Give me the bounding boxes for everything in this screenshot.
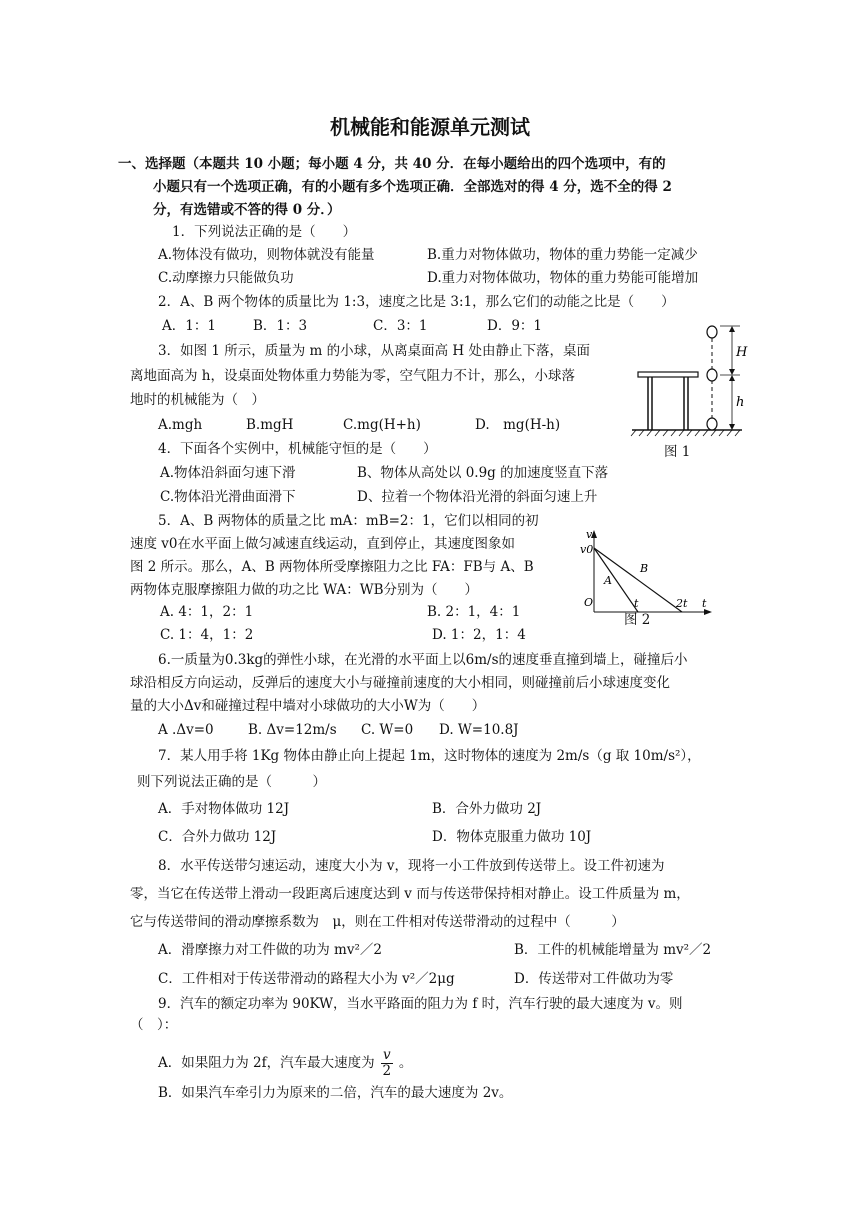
q5-option-b: B. 2：1，4：1 [427,604,521,620]
fig2-t: t [702,597,707,610]
ball-bottom [707,418,717,430]
q6-line2: 球沿相反方向运动，反弹后的速度大小与碰撞前速度的大小相同，则碰撞前后小球速度变化 [130,675,670,691]
q1-option-d: D.重力对物体做功，物体的重力势能可能增加 [427,270,699,286]
ball-middle [707,369,717,381]
fraction [381,1048,393,1079]
q2-option-d: D．9：1 [487,318,543,334]
q1-option-c: C.动摩擦力只能做负功 [158,270,294,286]
fig1-label-H: H [736,345,748,360]
q5-line3: 图 2 所示。那么，A、B 两物体所受摩擦阻力之比 FA：FB与 A、B [130,559,534,575]
q6-option-d: D. W=10.8J [439,722,519,738]
fig2-B: B [640,562,649,575]
q3-option-b: B.mgH [246,417,294,433]
fraction-denominator: 2 [382,1062,392,1079]
q9-line2: （ ）： [130,1017,178,1033]
q3-option-c: C.mg(H+h) [343,417,421,433]
table-top [638,372,698,377]
figure-2-caption: 图 2 [624,612,651,628]
q7-option-b: B．合外力做功 2J [432,801,542,817]
q5-line4: 两物体克服摩擦阻力做的功之比 WA：WB分别为（ ） [130,582,479,598]
q8-line3: 它与传送带间的滑动摩擦系数为 μ，则在工件相对传送带滑动的过程中（ ） [130,914,625,930]
q8-option-c: C．工件相对于传送带滑动的路程大小为 v²／2μg [158,971,455,987]
fig2-v: v [586,528,593,541]
figure-1-caption: 图 1 [664,444,691,460]
q9-option-a [158,1048,412,1079]
section-header-line3: 分，有选错或不答的得 0 分．） [153,202,341,218]
fig2-t1: t [634,597,639,610]
q4-option-d: D、拉着一个物体沿光滑的斜面匀速上升 [357,489,598,505]
q8-option-b: B．工件的机械能增量为 mv²／2 [514,942,712,958]
q9-line1: 9．汽车的额定功率为 90KW，当水平路面的阻力为 f 时，汽车行驶的最大速度为 v。则 [158,996,683,1012]
section-header-line1: 一、选择题（本题共 10 小题；每小题 4 分，共 40 分．在每小题给出的四个选项中，有的 [118,156,666,172]
q9-option-b: B．如果汽车牵引力为原来的二倍，汽车的最大速度为 2v。 [158,1085,513,1101]
q6-option-b: B. Δv=12m/s [248,722,337,738]
figure-1 [628,318,748,460]
q3-option-a: A.mgh [158,417,203,433]
fig2-v0: v0 [580,543,594,556]
fig1-label-h: h [736,395,745,410]
q8-line2: 零，当它在传送带上滑动一段距离后速度达到 v 而与传送带保持相对静止。设工件质量为 m， [130,886,690,902]
q6-option-a: A .Δv=0 [158,722,214,738]
q6-option-c: C. W=0 [361,722,414,738]
section-header-line2: 小题只有一个选项正确，有的小题有多个选项正确．全部选对的得 4 分，选不全的得 2 [153,179,672,195]
q2-option-b: B．1：3 [253,318,308,334]
fig2-t2: 2t [676,597,688,610]
ball-top [707,326,717,338]
q7-option-a: A．手对物体做功 12J [158,801,290,817]
q5-line1: 5．A、B 两物体的质量之比 mA：mB=2：1，它们以相同的初 [158,513,539,529]
page-title: 机械能和能源单元测试 [330,115,530,139]
q2-stem: 2．A、B 两个物体的质量比为 1:3，速度之比是 3:1，那么它们的动能之比是（ ） [158,294,675,310]
line-A [594,548,638,612]
q1-stem: 1．下列说法正确的是（ ） [172,224,357,240]
q4-option-c: C.物体沿光滑曲面滑下 [160,489,296,505]
q6-line3: 量的大小Δv和碰撞过程中墙对小球做功的大小W为（ ） [130,698,486,714]
q5-line2: 速度 v0在水平面上做匀减速直线运动，直到停止，其速度图象如 [130,536,516,552]
q3-line3: 地时的机械能为（ ） [130,392,265,408]
q8-line1: 8．水平传送带匀速运动，速度大小为 v，现将一小工件放到传送带上。设工件初速为 [158,858,665,874]
fig2-O: O [584,596,594,609]
q8-option-d: D．传送带对工件做功为零 [514,971,674,987]
q2-option-a: A．1：1 [162,318,216,334]
q9-option-a-text: A．如果阻力为 2f，汽车最大速度为 [158,1054,375,1071]
q4-option-a: A.物体沿斜面匀速下滑 [160,465,296,481]
q8-option-a: A．滑摩擦力对工件做的功为 mv²／2 [158,942,382,958]
q3-option-d: D. mg(H-h) [475,417,561,433]
figure-2 [578,526,718,626]
fig2-A: A [604,574,612,587]
q2-option-c: C．3：1 [373,318,428,334]
q7-option-d: D．物体克服重力做功 10J [432,829,592,845]
q4-stem: 4．下面各个实例中，机械能守恒的是（ ） [158,441,437,457]
q9-option-a-end: 。 [398,1054,413,1071]
q1-option-b: B.重力对物体做功，物体的重力势能一定减少 [427,247,698,263]
q3-line1: 3．如图 1 所示，质量为 m 的小球，从离桌面高 H 处由静止下落，桌面 [158,343,590,359]
q7-line1: 7．某人用手将 1Kg 物体由静止向上提起 1m，这时物体的速度为 2m/s（g 取 10m/s²）， [158,748,701,764]
q1-option-a: A.物体没有做功，则物体就没有能量 [158,247,375,263]
q5-option-d: D. 1：2，1：4 [432,627,526,643]
q7-option-c: C．合外力做功 12J [158,829,277,845]
q4-option-b: B、物体从高处以 0.9g 的加速度竖直下落 [357,465,609,481]
fraction-numerator: v [382,1047,391,1063]
q5-option-a: A. 4：1，2：1 [160,604,254,620]
q7-line2: 则下列说法正确的是（ ） [137,774,326,790]
q6-line1: 6.一质量为0.3kg的弹性小球，在光滑的水平面上以6m/s的速度垂直撞到墙上，碰撞后小 [158,652,688,668]
q5-option-c: C. 1：4，1：2 [160,627,254,643]
q3-line2: 离地面高为 h，设桌面处物体重力势能为零，空气阻力不计，那么，小球落 [130,368,575,384]
